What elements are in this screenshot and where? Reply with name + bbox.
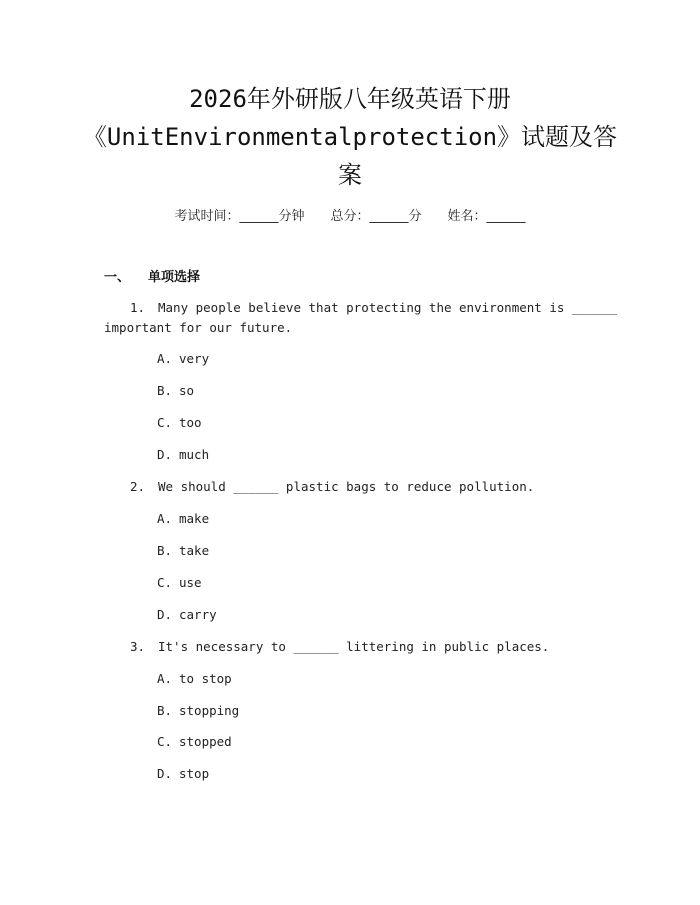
option-letter: D. [157,447,173,462]
option-1d[interactable] [157,445,209,465]
document-title-line-1: 2026年外研版八年级英语下册 [189,85,511,113]
option-3c[interactable] [157,732,232,752]
option-letter: B. [157,543,173,558]
question-3 [130,637,549,657]
option-text: take [179,543,210,558]
option-letter: A. [157,671,173,686]
option-text: so [179,383,195,398]
exam-meta [0,205,700,224]
option-letter: D. [157,766,173,781]
question-1-continuation: important for our future. [104,320,293,335]
question-text: Many people believe that protecting the environment is ______ [158,300,618,315]
option-text: carry [179,607,217,622]
option-text: stopping [179,703,240,718]
option-2c[interactable] [157,573,202,593]
option-text: to stop [179,671,232,686]
option-1c[interactable] [157,413,202,433]
exam-score: 总分：______分 [330,209,422,224]
option-text: very [179,351,210,366]
option-2d[interactable] [157,605,217,625]
section-number: 一、 [104,270,131,285]
option-letter: C. [157,734,173,749]
question-2 [130,477,534,497]
option-letter: A. [157,351,173,366]
section-heading [104,266,200,285]
option-3a[interactable] [157,669,232,689]
option-letter: B. [157,703,173,718]
option-3d[interactable] [157,764,209,784]
section-title: 单项选择 [148,270,201,285]
option-text: too [179,415,202,430]
option-text: make [179,511,210,526]
question-number: 2. [130,479,146,494]
option-1b[interactable] [157,381,194,401]
option-1a[interactable] [157,349,209,369]
option-2b[interactable] [157,541,209,561]
option-letter: C. [157,575,173,590]
question-1 [130,298,617,318]
question-number: 3. [130,639,146,654]
option-letter: C. [157,415,173,430]
question-text: It's necessary to ______ littering in public places. [158,639,550,654]
option-text: much [179,447,210,462]
option-text: use [179,575,202,590]
option-letter: A. [157,511,173,526]
option-letter: B. [157,383,173,398]
option-text: stopped [179,734,232,749]
document-title-line-2: 《UnitEnvironmentalprotection》试题及答 [82,123,618,151]
document-title-line-3: 案 [338,161,362,189]
option-letter: D. [157,607,173,622]
option-2a[interactable] [157,509,209,529]
question-number: 1. [130,300,146,315]
option-text: stop [179,766,210,781]
question-text: We should ______ plastic bags to reduce pollution. [158,479,535,494]
exam-time: 考试时间：______分钟 [174,209,305,224]
option-3b[interactable] [157,701,239,721]
exam-name: 姓名：______ [447,209,526,224]
